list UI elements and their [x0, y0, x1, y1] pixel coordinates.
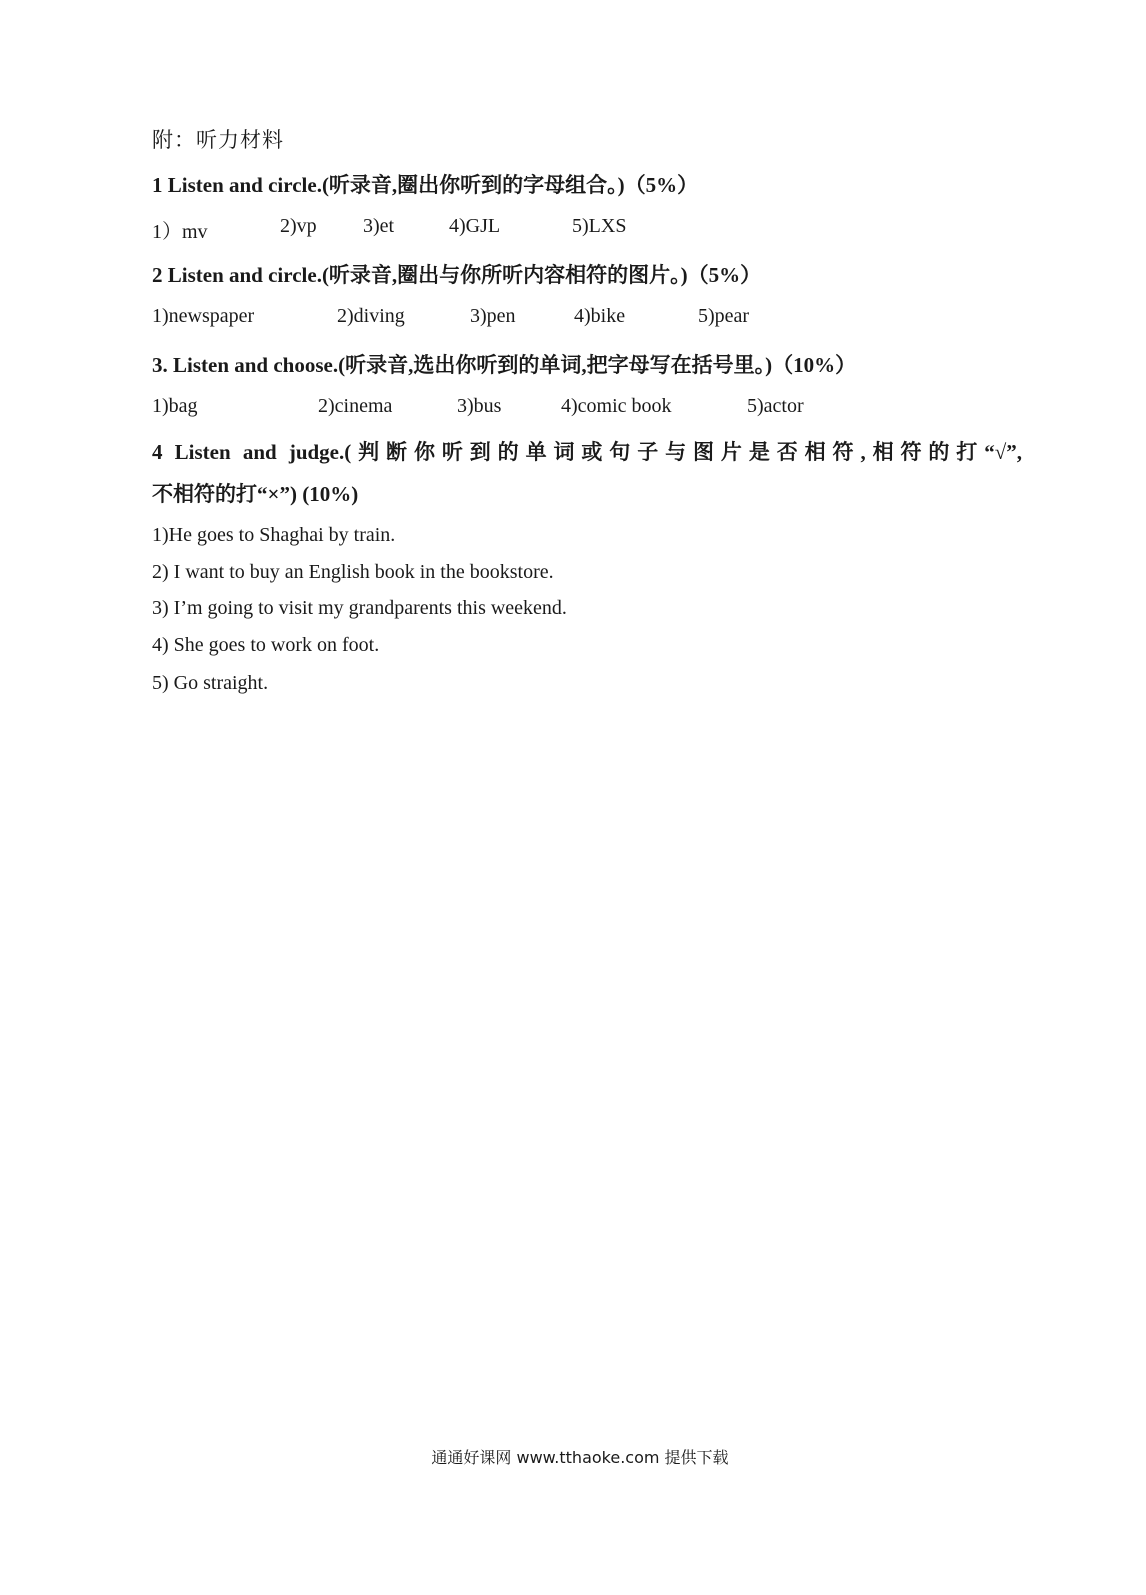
section-1-heading: 1 Listen and circle.(听录音,圈出你听到的字母组合。)（5%） [152, 173, 699, 197]
list-item: 1)newspaper [152, 305, 255, 327]
footer: 通通好课网 www.tthaoke.com 提供下载 [431, 1448, 729, 1467]
list-item: 3)bus [457, 395, 502, 417]
section-2-heading: 2 Listen and circle.(听录音,圈出与你所听内容相符的图片。)（5%） [152, 263, 762, 287]
list-item: 3)et [363, 215, 395, 237]
section-4-heading-line-1: 4 Listen and judge.(判断你听到的单词或句子与图片是否相符,相符的打“√”, [152, 440, 1022, 464]
list-item: 4)comic book [561, 395, 672, 417]
sentence-item: 4) She goes to work on foot. [152, 634, 380, 656]
list-item: 2)cinema [318, 395, 393, 417]
section-4-heading [152, 431, 1022, 515]
section-4-heading-line-2: 不相符的打“×”) (10%) [152, 482, 359, 506]
page-title: 附：听力材料 [152, 128, 284, 152]
list-item: 1）mv [152, 221, 208, 243]
sentence-item: 3) I’m going to visit my grandparents this weekend. [152, 597, 567, 619]
section-3-heading: 3. Listen and choose.(听录音,选出你听到的单词,把字母写在括号里。)（10%） [152, 353, 857, 377]
list-item: 5)LXS [572, 215, 627, 237]
list-item: 1)bag [152, 395, 198, 417]
sentence-item: 5) Go straight. [152, 672, 269, 694]
sentence-item: 2) I want to buy an English book in the bookstore. [152, 561, 554, 583]
list-item: 2)diving [337, 305, 405, 327]
list-item: 2)vp [280, 215, 317, 237]
list-item: 3)pen [470, 305, 516, 327]
list-item: 5)actor [747, 395, 804, 417]
sentence-item: 1)He goes to Shaghai by train. [152, 524, 396, 546]
list-item: 4)GJL [449, 215, 501, 237]
list-item: 4)bike [574, 305, 626, 327]
list-item: 5)pear [698, 305, 750, 327]
